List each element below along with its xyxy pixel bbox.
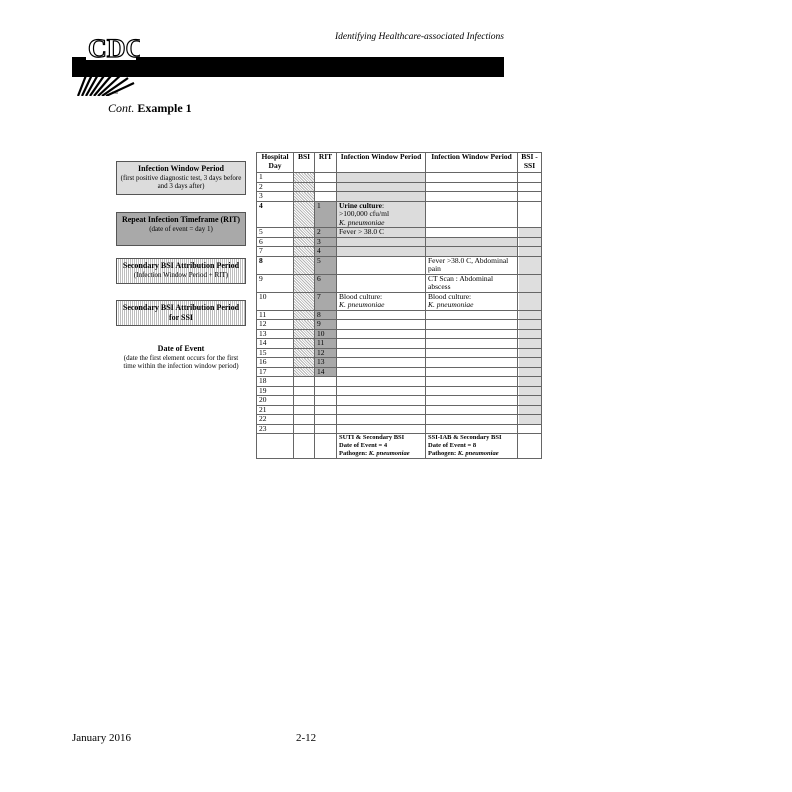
iwp2-cell (426, 348, 518, 358)
iwp2-cell (426, 424, 518, 434)
iwp2-cell (426, 358, 518, 368)
rit-cell (315, 173, 337, 183)
summary-pathogen-value: K. pneumoniae (368, 450, 410, 457)
rit-cell: 14 (315, 367, 337, 377)
table-row (257, 192, 542, 202)
bsi-cell (294, 182, 315, 192)
rit-cell: 6 (315, 274, 337, 292)
rit-cell (315, 386, 337, 396)
iwp1-cell (337, 424, 426, 434)
bsi-cell (294, 292, 315, 310)
iwp1-cell (337, 274, 426, 292)
bsi-cell (294, 415, 315, 425)
iwp1-cell (337, 173, 426, 183)
table-row (257, 228, 542, 238)
table-row (257, 256, 542, 274)
bsi-ssi-cell (518, 367, 542, 377)
bsi-cell (294, 367, 315, 377)
bsi-cell (294, 310, 315, 320)
table-row (257, 201, 542, 228)
table-row (257, 367, 542, 377)
legend-title: Date of Event (157, 344, 205, 353)
day-cell: 14 (257, 339, 294, 349)
iwp2-cell (426, 386, 518, 396)
day-cell: 21 (257, 405, 294, 415)
bsi-cell (294, 201, 315, 228)
iwp1-cell (337, 415, 426, 425)
iwp1-cell (337, 247, 426, 257)
iwp2-cell (426, 396, 518, 406)
rit-cell: 10 (315, 329, 337, 339)
day-cell: 3 (257, 192, 294, 202)
bsi-cell (294, 386, 315, 396)
header-bsi: BSI (294, 153, 315, 173)
day-cell: 5 (257, 228, 294, 238)
iwp2-cell (426, 247, 518, 257)
bsi-cell (294, 396, 315, 406)
summary-pathogen-label: Pathogen: (428, 450, 458, 457)
svg-text:CDC: CDC (88, 34, 140, 63)
table-row (257, 424, 542, 434)
table-row (257, 182, 542, 192)
summary-ssi-iab (426, 434, 518, 459)
iwp1-cell (337, 396, 426, 406)
bsi-cell (294, 329, 315, 339)
table-row (257, 173, 542, 183)
rit-cell (315, 377, 337, 387)
bsi-ssi-cell (518, 292, 542, 310)
bsi-cell (294, 424, 315, 434)
table-summary-row (257, 434, 542, 459)
iwp2-cell (426, 237, 518, 247)
day-cell: 8 (257, 256, 294, 274)
table-row (257, 237, 542, 247)
day-cell: 1 (257, 173, 294, 183)
summary-pathogen-value: K. pneumoniae (457, 450, 499, 457)
table-row (257, 339, 542, 349)
table-row (257, 415, 542, 425)
bsi-cell (294, 173, 315, 183)
table-row (257, 274, 542, 292)
table-row (257, 386, 542, 396)
rit-cell: 5 (315, 256, 337, 274)
legend-infection-window (116, 161, 246, 195)
day-cell: 18 (257, 377, 294, 387)
bsi-ssi-cell (518, 320, 542, 330)
bsi-cell (294, 274, 315, 292)
pathogen-name: K. pneumoniae (339, 300, 385, 309)
legend-title: Repeat Infection Timeframe (RIT) (121, 215, 241, 224)
cdc-logo (72, 30, 140, 96)
bsi-cell (294, 358, 315, 368)
summary-empty-cell (315, 434, 337, 459)
iwp2-cell (426, 310, 518, 320)
iwp1-cell: Urine culture: >100,000 cfu/ml K. pneumoniae (337, 201, 426, 228)
summary-title: SSI-IAB & Secondary BSI (428, 434, 502, 441)
day-cell: 22 (257, 415, 294, 425)
bsi-ssi-cell (518, 405, 542, 415)
header-hospital-day: Hospital Day (257, 153, 294, 173)
document-header-title: Identifying Healthcare-associated Infections (334, 32, 504, 42)
table-row (257, 377, 542, 387)
legend-date-of-event (116, 342, 246, 370)
bsi-ssi-cell (518, 339, 542, 349)
iwp2-cell (426, 228, 518, 238)
bsi-ssi-cell (518, 424, 542, 434)
bsi-cell (294, 377, 315, 387)
bsi-ssi-cell (518, 396, 542, 406)
iwp2-cell (426, 377, 518, 387)
rit-cell: 8 (315, 310, 337, 320)
table-row (257, 348, 542, 358)
day-cell: 19 (257, 386, 294, 396)
day-cell: 23 (257, 424, 294, 434)
bsi-cell (294, 256, 315, 274)
legend-title: Secondary BSI Attribution Period for SSI (122, 303, 240, 322)
bsi-ssi-cell (518, 348, 542, 358)
table-row (257, 292, 542, 310)
summary-empty-cell (294, 434, 315, 459)
bsi-cell (294, 320, 315, 330)
legend-secondary-bsi (116, 258, 246, 284)
iwp1-cell (337, 348, 426, 358)
rit-cell: 3 (315, 237, 337, 247)
iwp2-cell (426, 182, 518, 192)
iwp1-cell (337, 192, 426, 202)
legend-title: Infection Window Period (138, 164, 224, 173)
legend-subtitle: (Infection Window Period + RIT) (133, 271, 229, 279)
day-cell: 17 (257, 367, 294, 377)
iwp1-cell (337, 339, 426, 349)
header-iwp-1: Infection Window Period (337, 153, 426, 173)
bsi-ssi-cell (518, 358, 542, 368)
bsi-ssi-cell (518, 228, 542, 238)
rit-cell (315, 192, 337, 202)
iwp1-cell (337, 367, 426, 377)
rit-cell (315, 182, 337, 192)
iwp1-cell: Fever > 38.0 C (337, 228, 426, 238)
bsi-ssi-cell (518, 247, 542, 257)
day-cell: 13 (257, 329, 294, 339)
footer-date: January 2016 (72, 732, 131, 744)
day-cell: 20 (257, 396, 294, 406)
day-cell: 4 (257, 201, 294, 228)
footer-page-number: 2-12 (296, 732, 317, 744)
rit-cell (315, 396, 337, 406)
day-cell: 2 (257, 182, 294, 192)
bsi-ssi-cell (518, 173, 542, 183)
iwp2-cell (426, 173, 518, 183)
iwp2-cell (426, 292, 518, 310)
header-iwp-2: Infection Window Period (426, 153, 518, 173)
iwp2-cell (426, 339, 518, 349)
iwp1-cell (337, 237, 426, 247)
iwp1-cell (337, 256, 426, 274)
rit-cell: 12 (315, 348, 337, 358)
table-row (257, 405, 542, 415)
day-cell: 10 (257, 292, 294, 310)
bsi-ssi-cell (518, 310, 542, 320)
urine-culture-value: >100,000 cfu/ml (339, 209, 390, 218)
rit-cell: 2 (315, 228, 337, 238)
iwp1-cell (337, 310, 426, 320)
table-row (257, 396, 542, 406)
bsi-cell (294, 405, 315, 415)
rit-cell (315, 415, 337, 425)
bsi-cell (294, 339, 315, 349)
section-cont-label: Cont. (108, 101, 135, 115)
blood-culture-label: Blood culture: (428, 292, 472, 301)
pathogen-name: K. pneumoniae (428, 300, 474, 309)
summary-title: SUTI & Secondary BSI (339, 434, 405, 441)
rit-cell: 9 (315, 320, 337, 330)
rit-cell: 1 (315, 201, 337, 228)
section-title (108, 101, 192, 116)
rit-cell: 7 (315, 292, 337, 310)
legend-rit (116, 212, 246, 246)
legend-subtitle: (first positive diagnostic test, 3 days before and 3 days after) (120, 174, 242, 190)
day-cell: 12 (257, 320, 294, 330)
table-row (257, 310, 542, 320)
day-cell: 6 (257, 237, 294, 247)
section-example-label: Example 1 (137, 101, 192, 115)
iwp1-cell (337, 329, 426, 339)
bsi-ssi-cell (518, 274, 542, 292)
iwp1-cell (337, 320, 426, 330)
legend-subtitle: (date of event = day 1) (149, 225, 213, 233)
summary-suti (337, 434, 426, 459)
summary-date-of-event: Date of Event = 8 (428, 442, 477, 449)
rit-cell (315, 405, 337, 415)
blood-culture-label: Blood culture: (339, 292, 383, 301)
bsi-ssi-cell (518, 237, 542, 247)
rit-cell: 13 (315, 358, 337, 368)
legend-subtitle: (date the first element occurs for the first time within the infection window period) (123, 354, 239, 370)
bsi-ssi-cell (518, 256, 542, 274)
bsi-ssi-cell (518, 192, 542, 202)
iwp1-cell (337, 377, 426, 387)
iwp2-cell (426, 405, 518, 415)
bsi-cell (294, 192, 315, 202)
summary-pathogen-label: Pathogen: (339, 450, 369, 457)
table-row (257, 320, 542, 330)
legend-secondary-bsi-ssi (116, 300, 246, 326)
pathogen-name: K. pneumoniae (339, 217, 385, 227)
day-cell: 7 (257, 247, 294, 257)
iwp2-cell (426, 192, 518, 202)
day-cell: 11 (257, 310, 294, 320)
bsi-ssi-cell (518, 329, 542, 339)
rit-cell: 4 (315, 247, 337, 257)
iwp1-cell (337, 386, 426, 396)
rit-cell: 11 (315, 339, 337, 349)
iwp2-cell (426, 329, 518, 339)
summary-empty-cell (257, 434, 294, 459)
iwp2-cell (426, 415, 518, 425)
bsi-ssi-cell (518, 415, 542, 425)
timeline-table (256, 152, 542, 459)
header-rit: RIT (315, 153, 337, 173)
iwp1-cell (337, 182, 426, 192)
iwp2-cell: Fever >38.0 C, Abdominal pain (426, 256, 518, 274)
iwp1-cell (337, 405, 426, 415)
iwp2-cell (426, 201, 518, 228)
summary-date-of-event: Date of Event = 4 (339, 442, 388, 449)
urine-culture-label: Urine culture (339, 201, 382, 210)
iwp2-cell (426, 367, 518, 377)
table-row (257, 247, 542, 257)
bsi-cell (294, 247, 315, 257)
bsi-cell (294, 228, 315, 238)
table-row (257, 358, 542, 368)
summary-empty-cell (518, 434, 542, 459)
iwp2-cell: CT Scan : Abdominal abscess (426, 274, 518, 292)
bsi-ssi-cell (518, 182, 542, 192)
iwp2-cell (426, 320, 518, 330)
day-cell: 15 (257, 348, 294, 358)
day-cell: 9 (257, 274, 294, 292)
legend-title: Secondary BSI Attribution Period (122, 261, 240, 270)
svg-text:TM: TM (112, 90, 118, 95)
rit-cell (315, 424, 337, 434)
bsi-cell (294, 237, 315, 247)
iwp1-cell (337, 292, 426, 310)
bsi-ssi-cell (518, 386, 542, 396)
header-bsi-ssi: BSI -SSI (518, 153, 542, 173)
day-cell: 16 (257, 358, 294, 368)
table-row (257, 329, 542, 339)
bsi-ssi-cell (518, 201, 542, 228)
bsi-cell (294, 348, 315, 358)
bsi-ssi-cell (518, 377, 542, 387)
iwp1-cell (337, 358, 426, 368)
